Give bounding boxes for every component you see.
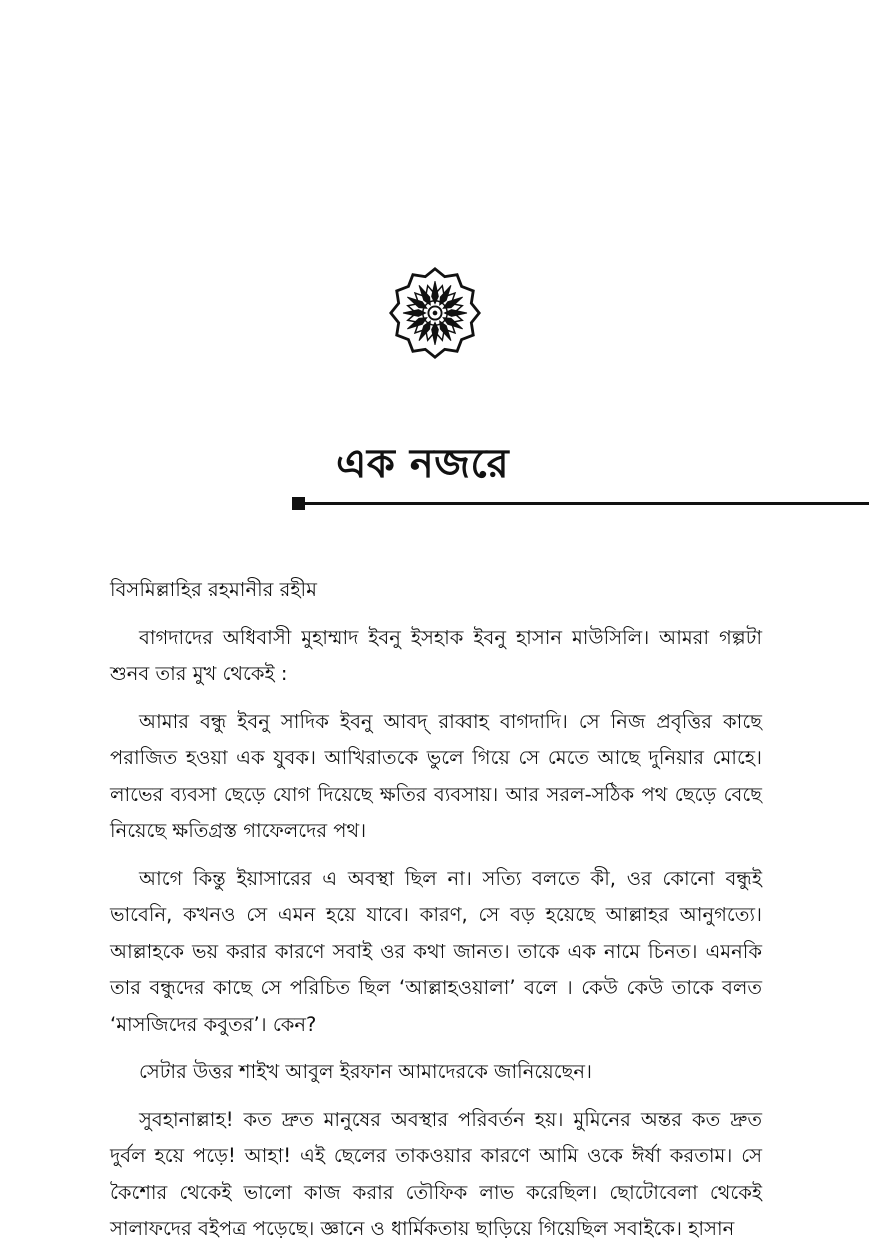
body-text — [110, 572, 762, 1259]
opening-salutation: বিসমিল্লাহির রহমানীর রহীম — [110, 578, 317, 601]
paragraph: আগে কিন্তু ইয়াসারের এ অবস্থা ছিল না। সত্যি বলতে কী, ওর কোনো বন্ধুই ভাবেনি, কখনও সে এমন হয়ে যাবে। কারণ, সে বড় হয়েছে আল্লাহর আনুগত্যে। আল্লাহকে ভয় করার কারণে সবাই ওর কথা জানত। তাকে এক নামে চিনত। এমনকি তার বন্ধুদের কাছে সে পরিচিত ছিল ‘আল্লাহওয়ালা’ বলে । কেউ কেউ তাকে বলত ‘মাসজিদের কবুতর’। কেন? — [110, 866, 762, 1036]
geometric-rosette-icon — [388, 266, 482, 360]
paragraph: সুবহানাল্লাহ! কত দ্রুত মানুষের অবস্থার পরিবর্তন হয়। মুমিনের অন্তর কত দ্রুত দুর্বল হয়ে পড়ে! আহা! এই ছেলের তাকওয়ার কারণে আমি ওকে ঈর্ষা করতাম। সে কৈশোর থেকেই ভালো কাজ করার তৌফিক লাভ করেছিল। ছোটোবেলা থেকেই সালাফদের বইপত্র পড়েছে। জ্ঞানে ও ধার্মিকতায় ছাড়িয়ে গিয়েছিল সবাইকে। হাসান — [110, 1107, 762, 1240]
rule-line — [305, 502, 869, 505]
chapter-title: এক নজরে — [336, 441, 510, 487]
title-underline — [292, 496, 869, 512]
paragraph: সেটার উত্তর শাইখ আবুল ইরফান আমাদেরকে জানিয়েছেন। — [139, 1060, 592, 1083]
rule-bullet — [292, 497, 305, 510]
paragraph: বাগদাদের অধিবাসী মুহাম্মাদ ইবনু ইসহাক ইবনু হাসান মাউসিলি। আমরা গল্পটা শুনব তার মুখ থেকেই : — [110, 625, 762, 685]
paragraph: আমার বন্ধু ইবনু সাদিক ইবনু আবদ্ রাব্বাহ বাগদাদি। সে নিজ প্রবৃত্তির কাছে পরাজিত হওয়া এক যুবক। আখিরাতকে ভুলে গিয়ে সে মেতে আছে দুনিয়ার মোহে। লাভের ব্যবসা ছেড়ে যোগ দিয়েছে ক্ষতির ব্যবসায়। আর সরল-সঠিক পথ ছেড়ে বেছে নিয়েছে ক্ষতিগ্রস্ত গাফেলদের পথ। — [110, 709, 762, 842]
